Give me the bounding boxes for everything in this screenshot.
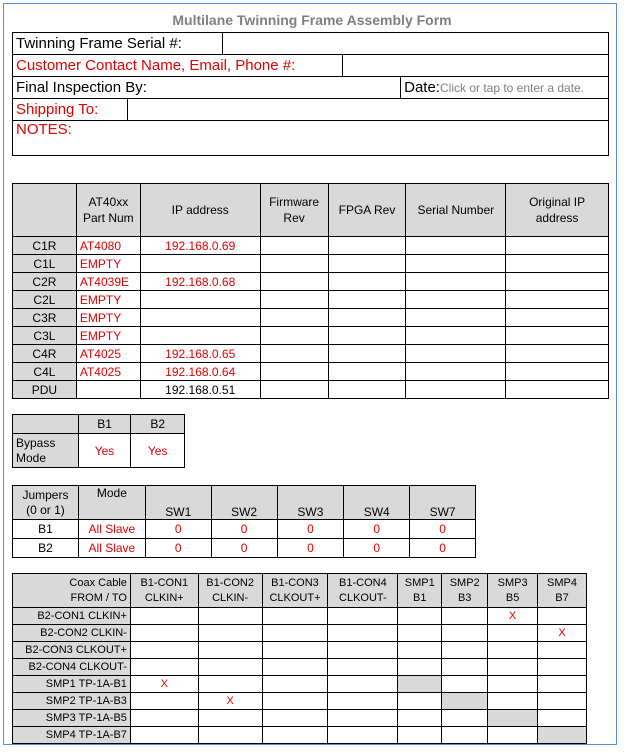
contact-field[interactable]: [342, 55, 608, 77]
table-row: [13, 273, 609, 291]
header-firmware-rev: Firmware Rev: [260, 184, 328, 237]
jumper-value-cell[interactable]: 0: [211, 539, 277, 558]
jumpers-sw3: SW3: [277, 486, 344, 520]
shipping-label: Shipping To:: [13, 99, 128, 121]
part-num-cell[interactable]: EMPTY: [76, 255, 140, 273]
coax-cell[interactable]: X: [198, 693, 262, 710]
coax-col-header: B1-CON4 CLKOUT-: [328, 574, 398, 608]
table-row: [13, 345, 609, 363]
coax-cell[interactable]: [198, 625, 262, 642]
coax-blocked-cell: [488, 710, 538, 727]
coax-cell[interactable]: [198, 710, 262, 727]
ip-address-cell[interactable]: 192.168.0.64: [140, 363, 260, 381]
coax-cell[interactable]: [398, 625, 442, 642]
table-row: [13, 539, 476, 558]
bypass-b1-value[interactable]: Yes: [78, 434, 131, 468]
form-title: Multilane Twinning Frame Assembly Form: [172, 12, 452, 28]
table-row: [13, 255, 609, 273]
table-row: [13, 625, 587, 642]
coax-col-header: B1-CON1 CLKIN+: [130, 574, 198, 608]
coax-cell[interactable]: [328, 693, 398, 710]
original-ip-cell[interactable]: [506, 345, 609, 363]
table-row: [13, 291, 609, 309]
coax-cell[interactable]: [398, 710, 442, 727]
serial-cell[interactable]: [406, 363, 506, 381]
coax-row-label: B2-CON2 CLKIN-: [13, 625, 131, 642]
part-num-cell[interactable]: AT4039E: [76, 273, 140, 291]
coax-cell[interactable]: [262, 625, 328, 642]
coax-cell[interactable]: [442, 727, 488, 744]
table-row: [13, 363, 609, 381]
coax-cell[interactable]: [328, 625, 398, 642]
coax-cell[interactable]: [130, 642, 198, 659]
coax-cell[interactable]: [538, 676, 587, 693]
coax-corner: Coax Cable FROM / TO: [13, 574, 131, 608]
fpga-cell[interactable]: [328, 327, 406, 345]
coax-cell[interactable]: [328, 676, 398, 693]
bypass-mode-label: Bypass Mode: [13, 434, 79, 468]
serial-cell[interactable]: [406, 327, 506, 345]
coax-row-label: SMP1 TP-1A-B1: [13, 676, 131, 693]
coax-header-row: [13, 574, 587, 608]
header-ip-address: IP address: [140, 184, 260, 237]
table-row: [13, 381, 609, 399]
coax-row-label: B2-CON4 CLKOUT-: [13, 659, 131, 676]
coax-cell[interactable]: [538, 693, 587, 710]
coax-col-header: SMP2 B3: [442, 574, 488, 608]
shipping-field[interactable]: [127, 99, 608, 121]
coax-cell[interactable]: [442, 608, 488, 625]
coax-cell[interactable]: [538, 642, 587, 659]
jumper-value-cell[interactable]: 0: [277, 520, 344, 539]
fpga-cell[interactable]: [328, 237, 406, 255]
coax-cell[interactable]: [538, 710, 587, 727]
contact-label: Customer Contact Name, Email, Phone #:: [13, 55, 343, 77]
firmware-cell[interactable]: [260, 291, 328, 309]
coax-cell[interactable]: [130, 608, 198, 625]
bypass-b2-value[interactable]: Yes: [131, 434, 185, 468]
jumper-value-cell[interactable]: 0: [145, 520, 211, 539]
part-num-cell[interactable]: EMPTY: [76, 327, 140, 345]
coax-blocked-cell: [538, 727, 587, 744]
coax-col-header: SMP3 B5: [488, 574, 538, 608]
date-placeholder: Click or tap to enter a date.: [439, 81, 585, 95]
coax-cell[interactable]: [488, 693, 538, 710]
serial-cell[interactable]: [406, 273, 506, 291]
coax-cell[interactable]: [488, 676, 538, 693]
inspection-label: Final Inspection By:: [13, 77, 401, 99]
coax-cell[interactable]: [442, 676, 488, 693]
coax-cell[interactable]: [398, 642, 442, 659]
coax-cell[interactable]: [130, 727, 198, 744]
coax-cell[interactable]: [262, 727, 328, 744]
bypass-col-b1: B1: [78, 415, 131, 434]
coax-cell[interactable]: [488, 625, 538, 642]
ip-address-cell[interactable]: [140, 291, 260, 309]
jumper-value-cell[interactable]: 0: [211, 520, 277, 539]
table-row: [13, 710, 587, 727]
coax-cell[interactable]: [262, 608, 328, 625]
part-num-cell[interactable]: EMPTY: [76, 291, 140, 309]
bypass-corner: [13, 415, 79, 434]
jumpers-sw1: SW1: [145, 486, 211, 520]
slot-label: C2L: [13, 291, 77, 309]
serial-label: Twinning Frame Serial #:: [13, 33, 223, 55]
part-num-cell[interactable]: EMPTY: [76, 309, 140, 327]
original-ip-cell[interactable]: [506, 327, 609, 345]
jumpers-sw7: SW7: [410, 486, 476, 520]
table-row: [13, 237, 609, 255]
table-row: [13, 676, 587, 693]
fpga-cell[interactable]: [328, 255, 406, 273]
fpga-cell[interactable]: [328, 345, 406, 363]
firmware-cell[interactable]: [260, 381, 328, 399]
ip-address-cell[interactable]: [140, 309, 260, 327]
device-table: [12, 183, 609, 399]
jumpers-table-body: [13, 520, 476, 558]
coax-cell[interactable]: [442, 659, 488, 676]
slot-label: C4R: [13, 345, 77, 363]
header-original-ip: Original IP address: [506, 184, 609, 237]
coax-blocked-cell: [442, 693, 488, 710]
table-row: [13, 520, 476, 539]
firmware-cell[interactable]: [260, 327, 328, 345]
coax-cell[interactable]: [198, 642, 262, 659]
original-ip-cell[interactable]: [506, 291, 609, 309]
coax-cell[interactable]: [442, 625, 488, 642]
serial-cell[interactable]: [406, 291, 506, 309]
table-row: [13, 727, 587, 744]
fpga-cell[interactable]: [328, 381, 406, 399]
coax-cell[interactable]: [130, 710, 198, 727]
jumper-value-cell[interactable]: 0: [344, 520, 410, 539]
date-field[interactable]: [401, 77, 609, 99]
jumper-board-label: B1: [13, 520, 79, 539]
coax-cell[interactable]: [398, 693, 442, 710]
original-ip-cell[interactable]: [506, 273, 609, 291]
header-slot: [13, 184, 77, 237]
ip-address-cell[interactable]: 192.168.0.51: [140, 381, 260, 399]
serial-cell[interactable]: [406, 237, 506, 255]
coax-col-header: B1-CON2 CLKIN-: [198, 574, 262, 608]
original-ip-cell[interactable]: [506, 363, 609, 381]
jumpers-sw2: SW2: [211, 486, 277, 520]
jumper-value-cell[interactable]: 0: [344, 539, 410, 558]
coax-cell[interactable]: [328, 608, 398, 625]
coax-cell[interactable]: [442, 710, 488, 727]
fpga-cell[interactable]: [328, 273, 406, 291]
part-num-cell[interactable]: AT4025: [76, 345, 140, 363]
coax-row-label: B2-CON1 CLKIN+: [13, 608, 131, 625]
header-serial-number: Serial Number: [406, 184, 506, 237]
firmware-cell[interactable]: [260, 363, 328, 381]
jumpers-mode-label: Mode: [78, 486, 145, 520]
coax-cell[interactable]: [488, 659, 538, 676]
date-label: Date:: [404, 79, 440, 96]
coax-cell[interactable]: [262, 642, 328, 659]
slot-label: C2R: [13, 273, 77, 291]
coax-cell[interactable]: X: [538, 625, 587, 642]
notes-field[interactable]: [13, 121, 609, 156]
coax-cell[interactable]: [262, 676, 328, 693]
ip-address-cell[interactable]: 192.168.0.65: [140, 345, 260, 363]
firmware-cell[interactable]: [260, 309, 328, 327]
coax-cell[interactable]: [398, 659, 442, 676]
jumper-mode-cell[interactable]: All Slave: [78, 539, 145, 558]
part-num-cell[interactable]: AT4025: [76, 363, 140, 381]
header-form: [12, 32, 609, 156]
ip-address-cell[interactable]: [140, 327, 260, 345]
coax-cell[interactable]: [262, 659, 328, 676]
slot-label: PDU: [13, 381, 77, 399]
serial-cell[interactable]: [406, 255, 506, 273]
coax-cell[interactable]: [398, 608, 442, 625]
coax-cell[interactable]: [328, 659, 398, 676]
table-row: [13, 642, 587, 659]
coax-cell[interactable]: [442, 642, 488, 659]
table-row: [13, 693, 587, 710]
slot-label: C3R: [13, 309, 77, 327]
coax-cell[interactable]: [538, 659, 587, 676]
coax-cell[interactable]: [328, 710, 398, 727]
original-ip-cell[interactable]: [506, 309, 609, 327]
coax-cell[interactable]: [488, 727, 538, 744]
coax-row-label: SMP4 TP-1A-B7: [13, 727, 131, 744]
fpga-cell[interactable]: [328, 309, 406, 327]
jumpers-table: [12, 485, 476, 558]
coax-cell[interactable]: [198, 727, 262, 744]
jumpers-label: Jumpers (0 or 1): [13, 486, 79, 520]
serial-cell[interactable]: [406, 309, 506, 327]
slot-label: C1R: [13, 237, 77, 255]
jumper-value-cell[interactable]: 0: [410, 539, 476, 558]
coax-cell[interactable]: [328, 642, 398, 659]
coax-col-header: SMP4 B7: [538, 574, 587, 608]
bypass-col-b2: B2: [131, 415, 185, 434]
firmware-cell[interactable]: [260, 345, 328, 363]
coax-cell[interactable]: [130, 625, 198, 642]
coax-cell[interactable]: X: [488, 608, 538, 625]
table-row: [13, 327, 609, 345]
notes-label: NOTES:: [16, 121, 72, 138]
part-num-cell[interactable]: AT4080: [76, 237, 140, 255]
coax-cell[interactable]: X: [130, 676, 198, 693]
slot-label: C3L: [13, 327, 77, 345]
ip-address-cell[interactable]: [140, 255, 260, 273]
header-part-num: AT40xx Part Num: [76, 184, 140, 237]
coax-row-label: SMP3 TP-1A-B5: [13, 710, 131, 727]
serial-cell[interactable]: [406, 381, 506, 399]
coax-cell[interactable]: [488, 642, 538, 659]
coax-col-header: B1-CON3 CLKOUT+: [262, 574, 328, 608]
coax-blocked-cell: [398, 676, 442, 693]
serial-field[interactable]: [222, 33, 608, 55]
coax-cell[interactable]: [328, 727, 398, 744]
coax-cell[interactable]: [262, 693, 328, 710]
jumpers-sw4: SW4: [344, 486, 410, 520]
table-row: [13, 659, 587, 676]
fpga-cell[interactable]: [328, 291, 406, 309]
firmware-cell[interactable]: [260, 237, 328, 255]
jumper-value-cell[interactable]: 0: [145, 539, 211, 558]
ip-address-cell[interactable]: 192.168.0.69: [140, 237, 260, 255]
firmware-cell[interactable]: [260, 255, 328, 273]
jumper-value-cell[interactable]: 0: [277, 539, 344, 558]
serial-cell[interactable]: [406, 345, 506, 363]
original-ip-cell[interactable]: [506, 237, 609, 255]
header-fpga-rev: FPGA Rev: [328, 184, 406, 237]
slot-label: C1L: [13, 255, 77, 273]
coax-table-body: [13, 608, 587, 744]
jumper-board-label: B2: [13, 539, 79, 558]
original-ip-cell[interactable]: [506, 255, 609, 273]
coax-table: [12, 573, 587, 744]
coax-cell[interactable]: [262, 710, 328, 727]
coax-cell[interactable]: [198, 659, 262, 676]
coax-cell[interactable]: [198, 676, 262, 693]
coax-row-label: SMP2 TP-1A-B3: [13, 693, 131, 710]
firmware-cell[interactable]: [260, 273, 328, 291]
coax-cell[interactable]: [130, 659, 198, 676]
jumper-value-cell[interactable]: 0: [410, 520, 476, 539]
jumper-mode-cell[interactable]: All Slave: [78, 520, 145, 539]
fpga-cell[interactable]: [328, 363, 406, 381]
slot-label: C4L: [13, 363, 77, 381]
coax-col-header: SMP1 B1: [398, 574, 442, 608]
original-ip-cell[interactable]: [506, 381, 609, 399]
table-row: [13, 309, 609, 327]
coax-cell[interactable]: [198, 608, 262, 625]
coax-cell[interactable]: [398, 727, 442, 744]
ip-address-cell[interactable]: 192.168.0.68: [140, 273, 260, 291]
coax-cell[interactable]: [130, 693, 198, 710]
device-table-body: [13, 237, 609, 399]
part-num-cell[interactable]: [76, 381, 140, 399]
coax-cell[interactable]: [538, 608, 587, 625]
coax-row-label: B2-CON3 CLKOUT+: [13, 642, 131, 659]
table-row: [13, 608, 587, 625]
bypass-table: [12, 414, 185, 468]
